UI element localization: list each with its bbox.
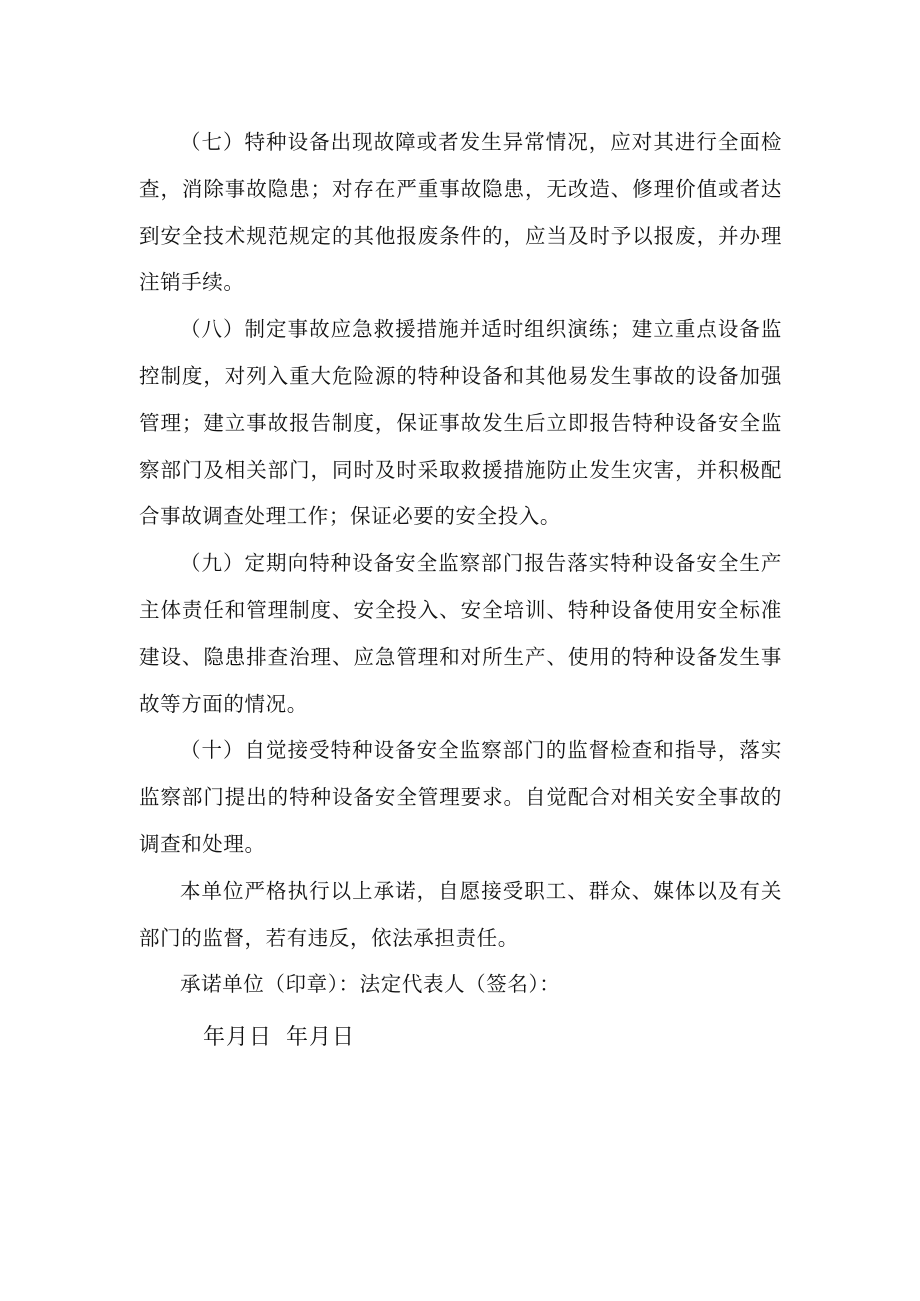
- paragraph-item-7: （七）特种设备出现故障或者发生异常情况，应对其进行全面检查，消除事故隐患；对存在严重事故隐患，无改造、修理价值或者达到安全技术规范规定的其他报废条件的，应当及时予以报废，并办理注销手续。: [139, 130, 782, 295]
- date-left: 年月日: [203, 1025, 273, 1051]
- document-body: [139, 119, 782, 1058]
- date-right: 年月日: [286, 1025, 356, 1051]
- date-line: [139, 1018, 782, 1058]
- paragraph-item-8: （八）制定事故应急救援措施并适时组织演练；建立重点设备监控制度，对列入重大危险源的特种设备和其他易发生事故的设备加强管理；建立事故报告制度，保证事故发生后立即报告特种设备安全监察部门及相关部门，同时及时采取救援措施防止发生灾害，并积极配合事故调查处理工作；保证必要的安全投入。: [139, 317, 782, 529]
- signature-line: 承诺单位（印章）：法定代表人（签名）：: [180, 972, 561, 997]
- paragraph-item-10: （十）自觉接受特种设备安全监察部门的监督检查和指导，落实监察部门提出的特种设备安全管理要求。自觉配合对相关安全事故的调查和处理。: [139, 738, 782, 856]
- paragraph-item-9: （九）定期向特种设备安全监察部门报告落实特种设备安全生产主体责任和管理制度、安全投入、安全培训、特种设备使用安全标准建设、隐患排查治理、应急管理和对所生产、使用的特种设备发生事故等方面的情况。: [139, 551, 782, 716]
- commitment-statement: 本单位严格执行以上承诺，自愿接受职工、群众、媒体以及有关部门的监督，若有违反，依法承担责任。: [139, 878, 782, 950]
